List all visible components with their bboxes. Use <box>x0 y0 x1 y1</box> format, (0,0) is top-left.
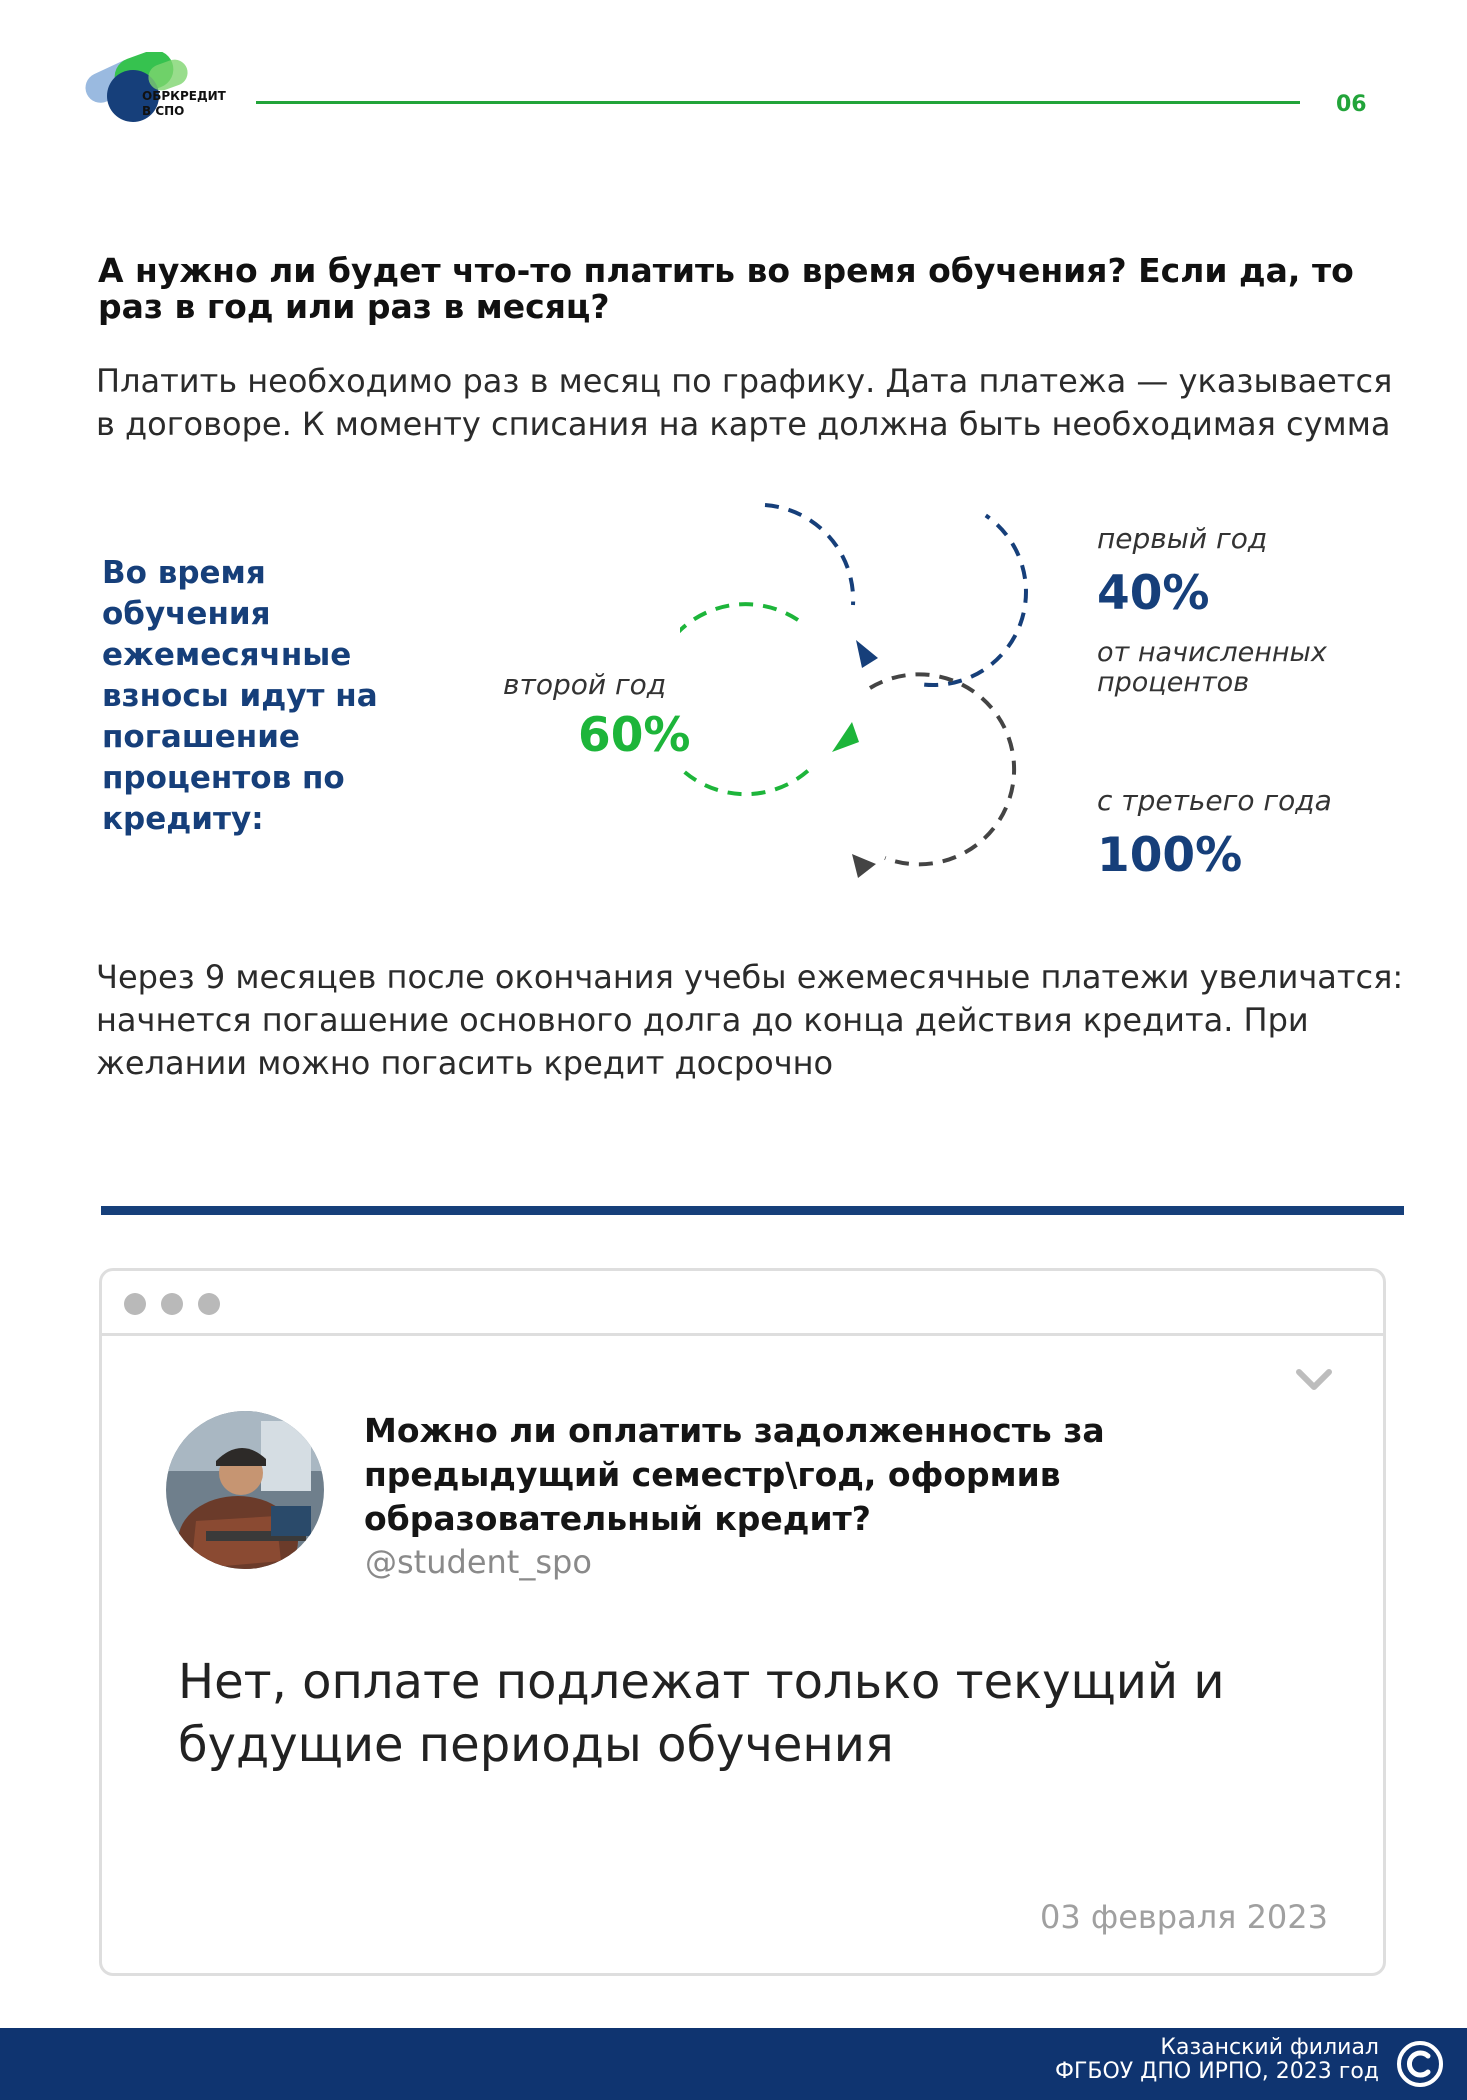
second-year-label: второй год <box>503 668 667 701</box>
third-year-label: с третьего года <box>1097 784 1332 817</box>
after-study-paragraph: Через 9 месяцев после окончания учебы ежемесячные платежи увеличатся: начнется погашение основного долга до конца действия кредита. При желании можно погасить кредит досрочно <box>96 958 1404 1082</box>
third-year-arc <box>870 674 1014 864</box>
second-year-arrow <box>832 722 859 752</box>
faq-card <box>99 1268 1386 1976</box>
window-dot-2 <box>161 1293 183 1315</box>
second-year-arc <box>680 604 813 794</box>
question-heading: А нужно ли будет что-то платить во время обучения? Если да, то раз в год или раз в месяц? <box>98 251 1354 326</box>
logo-text-2: В СПО <box>142 104 185 118</box>
footer <box>0 2028 1467 2100</box>
section-divider <box>101 1206 1404 1215</box>
footer-organization <box>779 2036 1379 2084</box>
logo <box>78 52 278 142</box>
chevron-down-icon[interactable] <box>1295 1368 1333 1392</box>
answer-paragraph: Платить необходимо раз в месяц по графику. Дата платежа — указывается в договоре. К моменту списания на карте должна быть необходимая сумма <box>96 362 1393 443</box>
third-year-value: 100% <box>1097 828 1243 883</box>
card-answer: Нет, оплате подлежат только текущий и будущие периоды обучения <box>178 1654 1225 1773</box>
card-question: Можно ли оплатить задолженность за предыдущий семестр\год, оформив образовательный кредит? <box>364 1411 1105 1538</box>
card-date: 03 февраля 2023 <box>1039 1898 1328 1936</box>
first-year-arc-top <box>765 505 853 605</box>
infographic-lead: Во время обучения ежемесячные взносы идут на погашение процентов по кредиту: <box>102 555 378 837</box>
first-year-value: 40% <box>1097 566 1210 621</box>
payment-cycle-diagram <box>680 490 1100 930</box>
avatar <box>166 1411 324 1569</box>
logo-text-1: ОБРКРЕДИТ <box>142 89 226 103</box>
footer-org-line2: ФГБОУ ДПО ИРПО, 2023 год <box>1055 2059 1379 2084</box>
first-year-arrow <box>856 640 878 668</box>
second-year-value: 60% <box>578 708 691 763</box>
header-rule <box>256 101 1300 104</box>
third-year-arrow <box>852 854 876 878</box>
card-username[interactable]: @student_spo <box>365 1543 592 1581</box>
copyright-icon <box>1394 2038 1446 2090</box>
card-titlebar <box>102 1271 1383 1336</box>
page-number: 06 <box>1336 92 1367 117</box>
footer-org-line1: Казанский филиал <box>1160 2035 1379 2060</box>
window-dot-3 <box>198 1293 220 1315</box>
first-year-label: первый год <box>1097 522 1268 555</box>
window-dot-1 <box>124 1293 146 1315</box>
first-year-note: от начисленных процентов <box>1097 637 1327 698</box>
